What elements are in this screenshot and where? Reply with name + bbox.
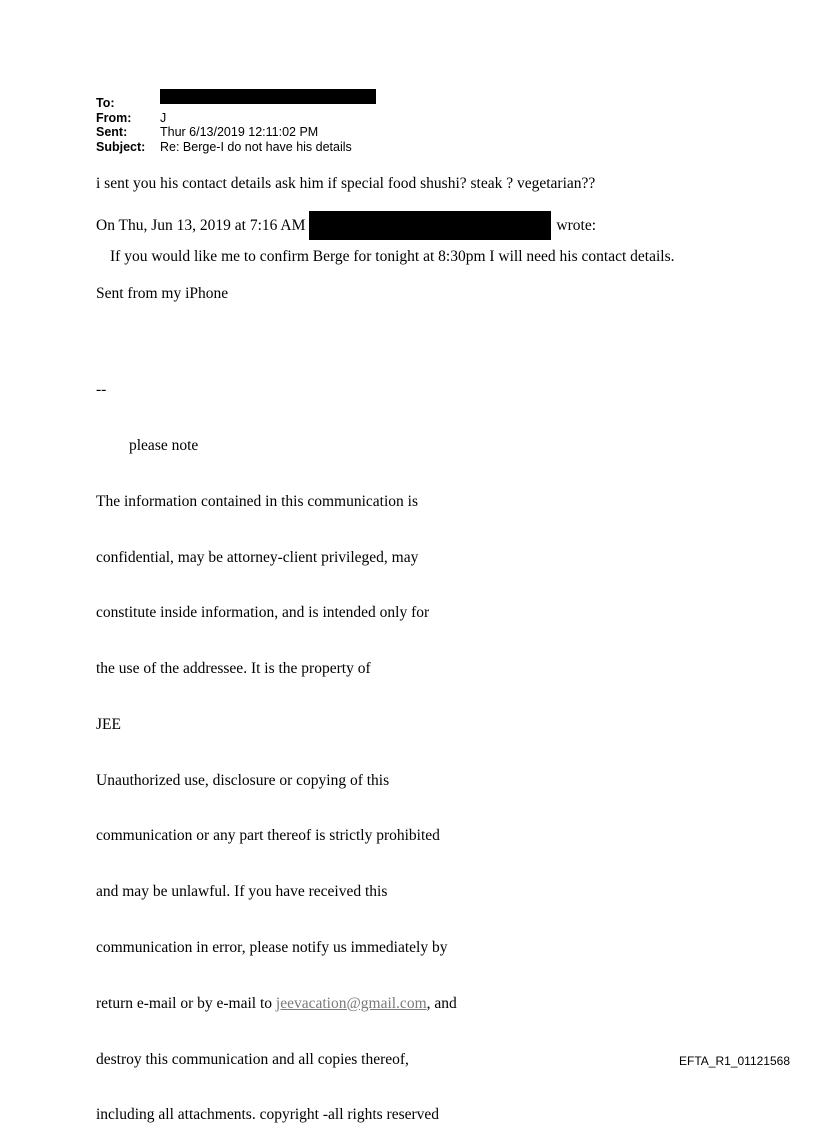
redacted-recipient (160, 89, 376, 104)
document-id: EFTA_R1_01121568 (679, 1054, 790, 1068)
separator: -- (96, 381, 107, 399)
from-row (96, 111, 376, 126)
sent-row (96, 125, 376, 140)
disclaimer-line: including all attachments. copyright -all rights reserved (96, 1106, 440, 1124)
disclaimer-line: JEE (96, 715, 121, 733)
signature: Sent from my iPhone (96, 285, 229, 302)
quote-wrote: wrote: (556, 216, 597, 234)
quoted-message: If you would like me to confirm Berge for tonight at 8:30pm I will need his contact details. (110, 248, 675, 265)
disclaimer (96, 344, 457, 1144)
disclaimer-line: and may be unlawful. If you have received this (96, 883, 388, 901)
note-heading: please note (129, 436, 199, 454)
line-prefix: return e-mail or by e-mail to (96, 994, 276, 1012)
to-label: To: (96, 96, 115, 110)
email-link[interactable]: jeevacation@gmail.com (275, 994, 427, 1012)
subject-value: Re: Berge-I do not have his details (160, 139, 352, 154)
to-row (96, 96, 376, 111)
subject-label: Subject: (96, 139, 146, 154)
redacted-sender (309, 211, 551, 240)
quote-attribution (96, 211, 596, 240)
reply-line: i sent you his contact details ask him if special food shushi? steak ? vegetarian?? (96, 175, 596, 192)
sent-label: Sent: (96, 125, 128, 139)
line-suffix: , and (426, 994, 457, 1012)
subject-row (96, 140, 376, 155)
disclaimer-line: confidential, may be attorney-client privileged, may (96, 548, 419, 566)
from-value: J (160, 110, 167, 125)
from-label: From: (96, 110, 132, 125)
quote-intro: On Thu, Jun 13, 2019 at 7:16 AM (96, 216, 306, 234)
disclaimer-line: communication in error, please notify us immediately by (96, 939, 448, 956)
disclaimer-line: constitute inside information, and is intended only for (96, 604, 430, 622)
disclaimer-line: the use of the addressee. It is the property of (96, 660, 371, 678)
disclaimer-line: communication or any part thereof is strictly prohibited (96, 827, 440, 845)
disclaimer-line (96, 995, 457, 1014)
sent-value: Thur 6/13/2019 12:11:02 PM (160, 125, 319, 139)
disclaimer-line: Unauthorized use, disclosure or copying of this (96, 771, 390, 789)
disclaimer-line: The information contained in this communication is (96, 492, 418, 510)
disclaimer-line: destroy this communication and all copies thereof, (96, 1050, 409, 1068)
email-header (96, 96, 376, 154)
